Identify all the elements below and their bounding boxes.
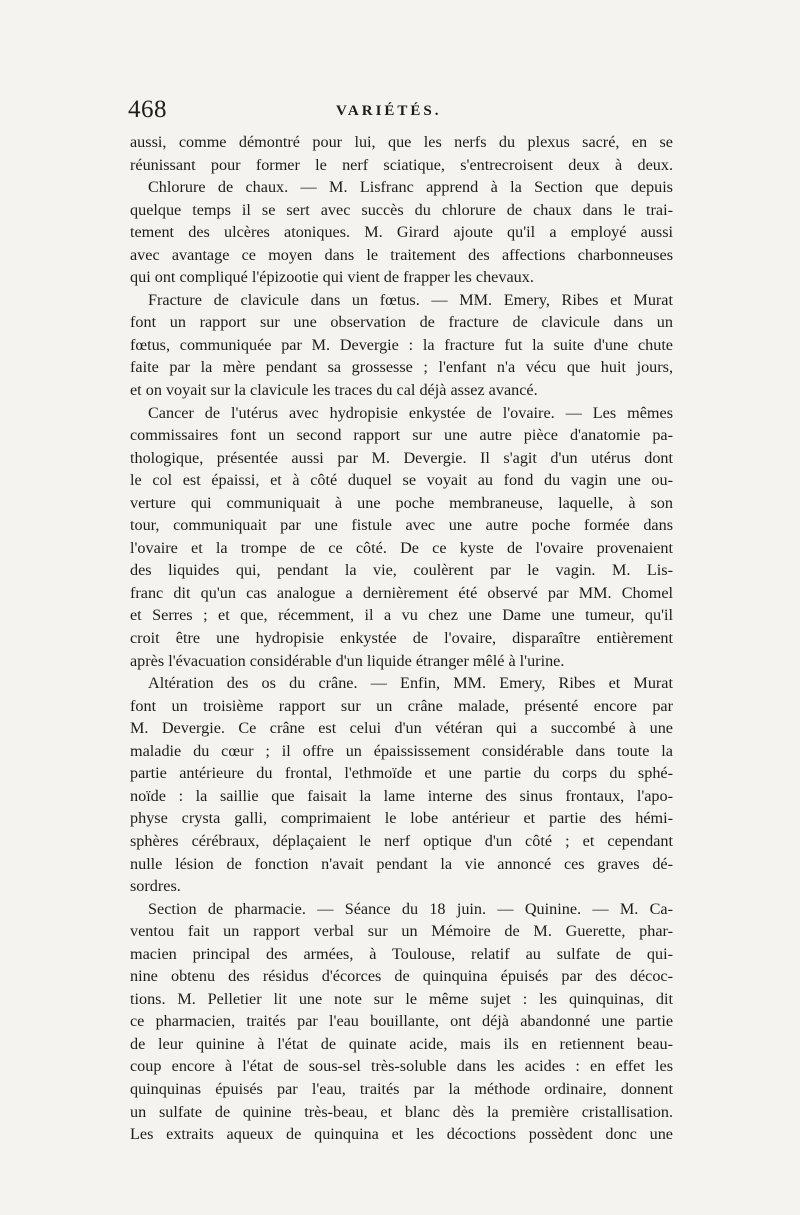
- text-line: de leur quinine à l'état de quinate acide, mais ils en retiennent beau-: [130, 1034, 673, 1053]
- text-line: Les extraits aqueux de quinquina et les décoctions possèdent donc une: [130, 1125, 673, 1144]
- text-line: Cancer de l'utérus avec hydropisie enkystée de l'ovaire. — Les mêmes: [148, 403, 673, 422]
- text-line: un sulfate de quinine très-beau, et blanc dès la première cristallisation.: [130, 1102, 673, 1121]
- text-line: croit être une hydropisie enkystée de l'ovaire, disparaître entièrement: [130, 629, 673, 648]
- text-line: tour, communiquait par une fistule avec une autre poche formée dans: [130, 516, 673, 535]
- body-text: [130, 131, 673, 1146]
- text-line: réunissant pour former le nerf sciatique, s'entrecroisent deux à deux.: [130, 155, 673, 174]
- text-line: thologique, présentée aussi par M. Devergie. Il s'agit d'un utérus dont: [130, 448, 673, 467]
- text-line: fœtus, communiquée par M. Devergie : la fracture fut la suite d'une chute: [130, 335, 673, 354]
- text-line: verture qui communiquait à une poche membraneuse, laquelle, à son: [130, 493, 673, 512]
- text-line: noïde : la saillie que faisait la lame interne des sinus frontaux, l'apo-: [130, 786, 673, 805]
- text-line: Section de pharmacie. — Séance du 18 juin. — Quinine. — M. Ca-: [148, 899, 673, 918]
- text-line: quelque temps il se sert avec succès du chlorure de chaux dans le trai-: [130, 200, 673, 219]
- text-line: Fracture de clavicule dans un fœtus. — MM. Emery, Ribes et Murat: [148, 290, 673, 309]
- text-line: nine obtenu des résidus d'écorces de quinquina épuisés par des décoc-: [130, 967, 673, 986]
- text-line: le col est épaissi, et à côté duquel se voyait au fond du vagin une ou-: [130, 471, 673, 490]
- text-line: nulle lésion de fonction n'avait pendant la vie annoncé ces graves dé-: [130, 854, 673, 873]
- text-line: Altération des os du crâne. — Enfin, MM. Emery, Ribes et Murat: [148, 674, 673, 693]
- text-line: macien principal des armées, à Toulouse, relatif au sulfate de qui-: [130, 944, 673, 963]
- text-line: commissaires font un second rapport sur une autre pièce d'anatomie pa-: [130, 426, 673, 445]
- text-line: l'ovaire et la trompe de ce côté. De ce kyste de l'ovaire provenaient: [130, 538, 673, 557]
- text-line: aussi, comme démontré pour lui, que les nerfs du plexus sacré, en se: [130, 133, 673, 151]
- text-line: tions. M. Pelletier lit une note sur le même sujet : les quinquinas, dit: [130, 989, 673, 1008]
- text-line: Chlorure de chaux. — M. Lisfranc apprend à la Section que depuis: [148, 178, 673, 197]
- text-line: sordres.: [130, 877, 181, 896]
- text-line: maladie du cœur ; il offre un épaississement considérable dans toute la: [130, 741, 673, 760]
- text-line: sphères cérébraux, déplaçaient le nerf optique d'un côté ; et cependant: [130, 831, 673, 850]
- text-line: avec avantage ce moyen dans le traitement des affections charbonneuses: [130, 245, 673, 264]
- text-line: font un rapport sur une observation de fracture de clavicule dans un: [130, 313, 673, 332]
- text-line: et Serres ; et que, récemment, il a vu chez une Dame une tumeur, qu'il: [130, 606, 673, 625]
- text-line: tement des ulcères atoniques. M. Girard ajoute qu'il a employé aussi: [130, 223, 673, 242]
- text-line: ventou fait un rapport verbal sur un Mémoire de M. Guerette, phar-: [130, 922, 673, 941]
- text-line: ce pharmacien, traités par l'eau bouillante, ont déjà abandonné une partie: [130, 1012, 673, 1031]
- text-line: font un troisième rapport sur un crâne malade, présenté encore par: [130, 696, 673, 715]
- text-line: coup encore à l'état de sous-sel très-soluble dans les acides : en effet les: [130, 1057, 673, 1076]
- text-line: quinquinas épuisés par l'eau, traités par la méthode ordinaire, donnent: [130, 1079, 673, 1098]
- text-line: M. Devergie. Ce crâne est celui d'un vétéran qui a succombé à une: [130, 719, 673, 738]
- running-head: VARIÉTÉS.: [336, 103, 442, 119]
- text-line: franc dit qu'un cas analogue a dernièrement été observé par MM. Chomel: [130, 583, 673, 602]
- page-header: [128, 96, 673, 128]
- text-line: physe crysta galli, comprimaient le lobe antérieur et partie des hémi-: [130, 809, 673, 828]
- text-line: et on voyait sur la clavicule les traces du cal déjà assez avancé.: [130, 381, 538, 400]
- text-line: après l'évacuation considérable d'un liquide étranger mêlé à l'urine.: [130, 651, 565, 670]
- text-line: qui ont compliqué l'épizootie qui vient de frapper les chevaux.: [130, 268, 534, 287]
- page-number: 468: [128, 96, 167, 123]
- text-line: faite par la mère pendant sa grossesse ; l'enfant n'a vécu que huit jours,: [130, 358, 673, 377]
- text-line: partie antérieure du frontal, l'ethmoïde et une partie du corps du sphé-: [130, 764, 673, 783]
- text-line: des liquides qui, pendant la vie, coulèrent par le vagin. M. Lis-: [130, 561, 673, 580]
